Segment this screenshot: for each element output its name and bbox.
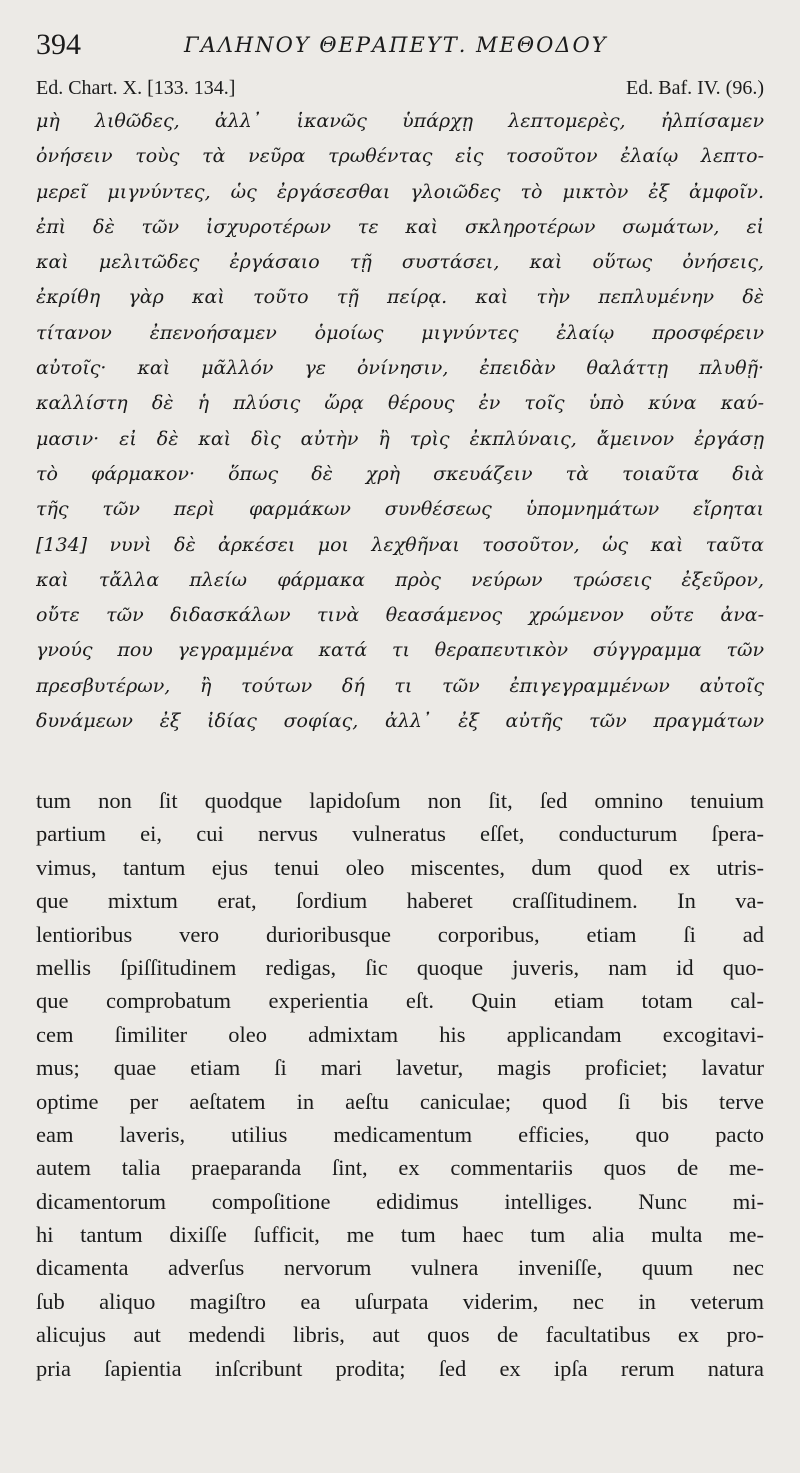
running-title: ΓΑΛΗΝΟΥ ΘΕΡΑΠΕΥΤ. ΜΕΘΟΔΟΥ	[184, 33, 608, 57]
greek-line: καὶ μελιτῶδες ἐργάσαιο τῇ συστάσει, καὶ οὕτως ὀνήσεις,	[36, 251, 764, 274]
latin-line: alicujus aut medendi libris, aut quos de facultatibus ex pro-	[36, 1322, 764, 1348]
edition-basel-ref: Ed. Baf. IV. (96.)	[626, 77, 764, 99]
page-number: 394	[36, 28, 81, 61]
greek-line: ἐπὶ δὲ τῶν ἰσχυροτέρων τε καὶ σκληροτέρων σωμάτων, εἰ	[36, 215, 764, 238]
greek-line: [134] νυνὶ δὲ ἀρκέσει μοι λεχθῆναι τοσοῦτον, ὡς καὶ ταῦτα	[36, 533, 764, 556]
edition-references	[36, 74, 764, 102]
greek-line: καλλίστη δὲ ἡ πλύσις ὥρᾳ θέρους ἐν τοῖς ὑπὸ κύνα καύ-	[36, 392, 764, 415]
greek-line: πρεσβυτέρων, ἢ τούτων δή τι τῶν ἐπιγεγραμμένων αὐτοῖς	[36, 674, 764, 697]
edition-chartier-ref: Ed. Chart. X. [133. 134.]	[36, 77, 236, 99]
latin-line: eam laveris, utilius medicamentum efficies, quo pacto	[36, 1121, 764, 1147]
latin-text-block	[36, 784, 764, 1385]
greek-line: ὀνήσειν τοὺς τὰ νεῦρα τρωθέντας εἰς τοσοῦτον ἐλαίῳ λεπτο-	[36, 145, 764, 168]
greek-line: ἐκρίθη γὰρ καὶ τοῦτο τῇ πείρᾳ. καὶ τὴν πεπλυμένην δὲ	[36, 286, 764, 309]
greek-line: οὔτε τῶν διδασκάλων τινὰ θεασάμενος χρώμενον οὔτε ἀνα-	[36, 604, 764, 627]
greek-line: μὴ λιθῶδες, ἀλλ᾽ ἱκανῶς ὑπάρχῃ λεπτομερὲς, ἠλπίσαμεν	[36, 110, 764, 132]
greek-line: αὐτοῖς· καὶ μᾶλλόν γε ὀνίνησιν, ἐπειδὰν θαλάττῃ πλυθῇ·	[36, 357, 764, 380]
latin-line: tum non ſit quodque lapidoſum non ſit, ſed omnino tenuium	[36, 788, 764, 813]
greek-line: τῆς τῶν περὶ φαρμάκων συνθέσεως ὑπομνημάτων εἴρηται	[36, 498, 764, 521]
latin-line: optime per aeſtatem in aeſtu caniculae; quod ſi bis terve	[36, 1088, 764, 1114]
latin-line: partium ei, cui nervus vulneratus eſſet, conducturum ſpera-	[36, 821, 764, 847]
latin-line: dicamenta adverſus nervorum vulnera inveniſſe, quum nec	[36, 1255, 764, 1281]
greek-line: καὶ τἄλλα πλείω φάρμακα πρὸς νεύρων τρώσεις ἐξεῦρον,	[36, 568, 764, 591]
latin-line: pria ſapientia inſcribunt prodita; ſed ex ipſa rerum natura	[36, 1355, 764, 1381]
running-head	[36, 26, 776, 66]
latin-line: mus; quae etiam ſi mari lavetur, magis proficiet; lavatur	[36, 1055, 764, 1081]
greek-line: τὸ φάρμακον· ὅπως δὲ χρὴ σκευάζειν τὰ τοιαῦτα διὰ	[36, 462, 764, 485]
latin-line: lentioribus vero durioribusque corporibus, etiam ſi ad	[36, 921, 764, 947]
latin-line: dicamentorum compoſitione edidimus intelliges. Nunc mi-	[36, 1188, 764, 1214]
greek-line: μερεῖ μιγνύντες, ὡς ἐργάσεσθαι γλοιῶδες τὸ μικτὸν ἐξ ἀμφοῖν.	[36, 180, 764, 203]
latin-line: autem talia praeparanda ſint, ex commentariis quos de me-	[36, 1155, 764, 1181]
greek-line: μασιν· εἰ δὲ καὶ δὶς αὐτὴν ἢ τρὶς ἐκπλύναις, ἄμεινον ἐργάσῃ	[36, 427, 764, 450]
latin-line: ſub aliquo magiſtro ea uſurpata viderim, nec in veterum	[36, 1288, 764, 1314]
greek-line: δυνάμεων ἐξ ἰδίας σοφίας, ἀλλ᾽ ἐξ αὐτῆς τῶν πραγμάτων	[36, 710, 764, 733]
greek-line: γνούς που γεγραμμένα κατά τι θεραπευτικὸν σύγγραμμα τῶν	[36, 639, 764, 662]
latin-line: vimus, tantum ejus tenui oleo miscentes, dum quod ex utris-	[36, 854, 764, 880]
greek-text-block	[36, 104, 764, 739]
greek-line: τίτανον ἐπενοήσαμεν ὁμοίως μιγνύντες ἐλαίῳ προσφέρειν	[36, 321, 764, 344]
latin-line: mellis ſpiſſitudinem redigas, ſic quoque juveris, nam id quo-	[36, 954, 764, 980]
latin-line: hi tantum dixiſſe ſufficit, me tum haec tum alia multa me-	[36, 1222, 764, 1248]
latin-line: cem ſimiliter oleo admixtam his applicandam excogitavi-	[36, 1021, 764, 1047]
latin-line: que mixtum erat, ſordium haberet craſſitudinem. In va-	[36, 888, 764, 914]
latin-line: que comprobatum experientia eſt. Quin etiam totam cal-	[36, 988, 764, 1014]
